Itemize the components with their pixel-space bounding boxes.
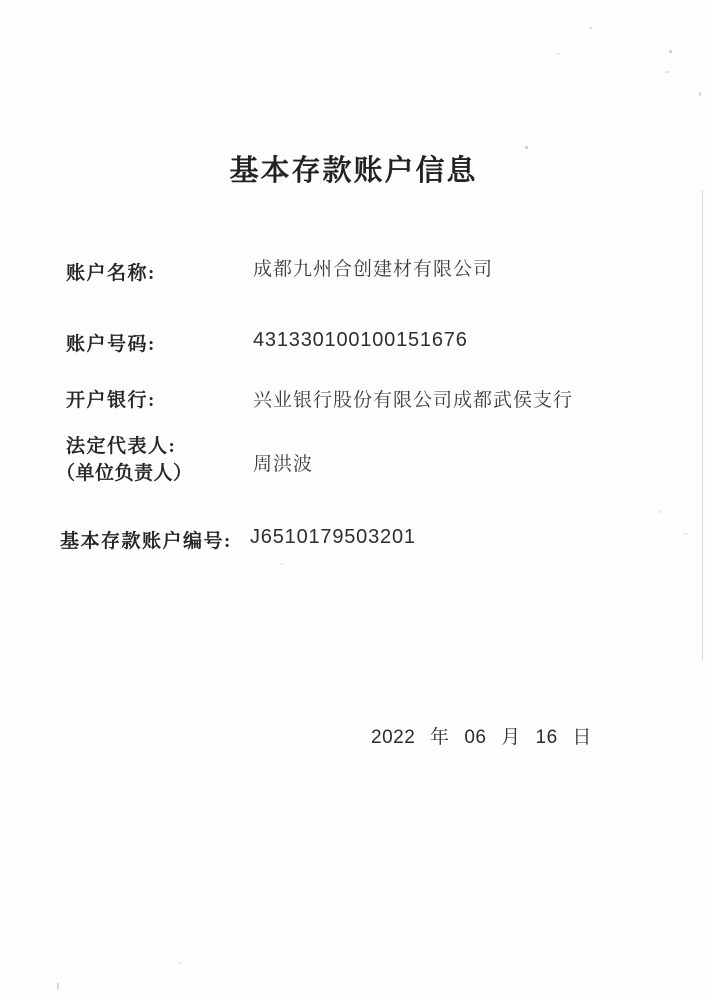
scan-edge-line [702,190,703,660]
account-id-value: J6510179503201 [250,526,416,548]
scan-speck [665,71,669,73]
bank-value: 兴业银行股份有限公司成都武侯支行 [253,390,574,411]
bank-label: 开户银行: [66,390,156,411]
account-id-label: 基本存款账户编号: [60,531,232,552]
scan-speck [280,563,284,565]
scan-speck [669,50,672,53]
issue-date: 2022 年 06 月 16 日 [371,727,592,748]
scan-speck [57,983,59,989]
scan-speck [178,962,182,964]
scan-speck [525,146,528,149]
scan-speck [659,510,662,513]
account-number-label: 账户号码: [66,334,156,355]
scan-speck [699,92,701,96]
account-name-label: 账户名称: [66,263,156,284]
account-number-value: 431330100100151676 [253,329,468,351]
legal-representative-label: 法定代表人: [66,436,177,457]
account-name-value: 成都九州合创建材有限公司 [253,259,494,280]
scan-speck [556,53,560,55]
legal-representative-value: 周洪波 [253,454,314,475]
scan-speck [683,533,688,535]
document-title: 基本存款账户信息 [229,155,478,187]
unit-responsible-label: （单位负责人） [56,463,193,484]
scan-speck [589,27,592,29]
